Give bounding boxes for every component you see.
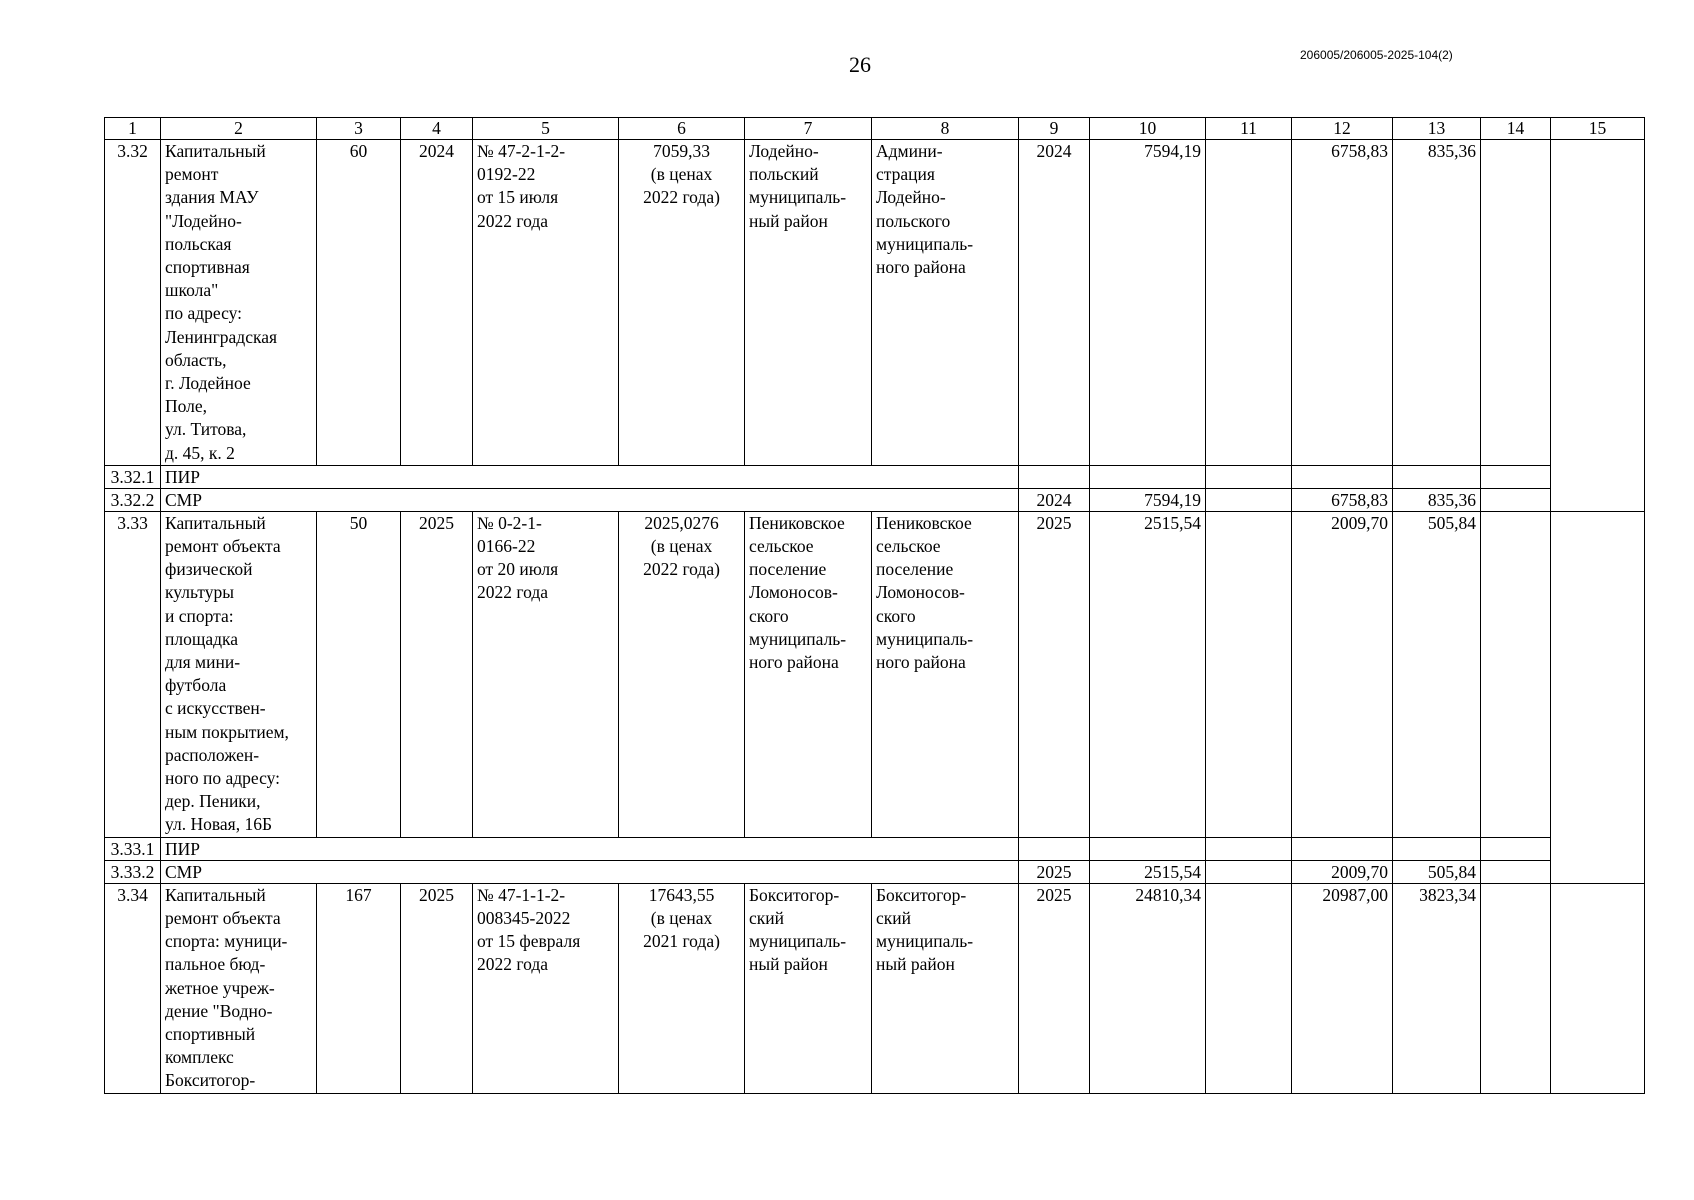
federal-budget — [1206, 465, 1292, 488]
municipality — [745, 511, 872, 837]
estimated-cost-line: 7059,33 — [653, 141, 710, 161]
header-cell: 9 — [1019, 118, 1090, 140]
item-name-line: Капитальный — [165, 512, 266, 533]
item-name-line: школа" — [165, 280, 219, 301]
item-name-line: футбола — [165, 675, 227, 696]
item-name-line: расположен- — [165, 744, 260, 765]
expertise-conclusion-line: 2022 года — [477, 210, 549, 231]
total-amount: 7594,19 — [1090, 140, 1206, 466]
item-number: 3.34 — [105, 883, 161, 1093]
municipality-line: ного района — [749, 652, 839, 673]
estimated-cost-line: 2022 года) — [643, 559, 720, 580]
municipality-line: ский — [749, 907, 784, 928]
regional-budget: 2009,70 — [1292, 860, 1393, 883]
sub-row — [105, 837, 1645, 860]
expertise-conclusion-line: № 47-1-1-2- — [477, 884, 566, 905]
sub-item-label: ПИР — [161, 465, 1019, 488]
municipality-line: польский — [749, 164, 819, 185]
expertise-conclusion — [473, 883, 619, 1093]
customer-line: ского — [876, 605, 916, 626]
financing-year: 2024 — [1019, 488, 1090, 511]
item-name-line: жетное учреж- — [165, 977, 275, 998]
item-name-line: Капитальный — [165, 141, 266, 161]
table-row — [105, 140, 1645, 466]
year: 2025 — [401, 883, 473, 1093]
item-name-line: площадка — [165, 628, 238, 649]
estimated-cost-line: (в ценах — [650, 536, 713, 557]
item-name-line: ремонт объекта — [165, 536, 281, 557]
municipality-line: муниципаль- — [749, 187, 847, 208]
financing-year — [1019, 837, 1090, 860]
other-sources — [1481, 860, 1551, 883]
municipality-line: ный район — [749, 954, 828, 975]
municipality-line: муниципаль- — [749, 628, 847, 649]
estimated-cost-line: 2025,0276 — [644, 512, 719, 533]
header-cell: 6 — [619, 118, 745, 140]
item-name-line: по адресу: — [165, 303, 243, 324]
local-budget: 835,36 — [1393, 488, 1481, 511]
municipality-line: ный район — [749, 210, 828, 231]
item-name-line: и спорта: — [165, 605, 234, 626]
expertise-conclusion — [473, 511, 619, 837]
header-cell: 13 — [1393, 118, 1481, 140]
notes-cell — [1551, 140, 1645, 512]
item-name-line: комплекс — [165, 1047, 234, 1068]
municipality-line: Бокситогор- — [749, 884, 840, 905]
document-id: 206005/206005-2025-104(2) — [1300, 48, 1453, 62]
item-number: 3.33 — [105, 511, 161, 837]
item-name-line: Поле, — [165, 396, 208, 417]
federal-budget — [1206, 883, 1292, 1093]
sub-row — [105, 465, 1645, 488]
item-name — [161, 140, 317, 466]
item-name-line: ремонт объекта — [165, 907, 281, 928]
customer-line: польского — [876, 210, 951, 231]
local-budget: 505,84 — [1393, 860, 1481, 883]
sub-item-number: 3.33.1 — [105, 837, 161, 860]
capacity: 167 — [317, 883, 401, 1093]
regional-budget: 6758,83 — [1292, 140, 1393, 466]
municipality — [745, 140, 872, 466]
data-table — [104, 117, 1645, 1094]
other-sources — [1481, 488, 1551, 511]
item-name-line: дер. Пеники, — [165, 791, 261, 812]
federal-budget — [1206, 860, 1292, 883]
estimated-cost-line: 17643,55 — [648, 884, 715, 905]
municipality-line: поселение — [749, 559, 827, 580]
sub-row — [105, 860, 1645, 883]
table-row — [105, 883, 1645, 1093]
financing-year — [1019, 465, 1090, 488]
item-name-line: с искусствен- — [165, 698, 266, 719]
municipality-line: Пениковское — [749, 512, 845, 533]
header-cell: 4 — [401, 118, 473, 140]
federal-budget — [1206, 140, 1292, 466]
expertise-conclusion-line: № 0-2-1- — [477, 512, 542, 533]
estimated-cost-line: (в ценах — [650, 907, 713, 928]
header-cell: 14 — [1481, 118, 1551, 140]
regional-budget — [1292, 837, 1393, 860]
federal-budget — [1206, 488, 1292, 511]
customer-line: муниципаль- — [876, 931, 974, 952]
other-sources — [1481, 140, 1551, 466]
item-name-line: ул. Новая, 16Б — [165, 814, 272, 835]
regional-budget: 6758,83 — [1292, 488, 1393, 511]
total-amount — [1090, 465, 1206, 488]
header-cell: 15 — [1551, 118, 1645, 140]
expertise-conclusion-line: 0166-22 — [477, 536, 536, 557]
estimated-cost-line: 2021 года) — [643, 931, 720, 952]
sub-item-number: 3.32.2 — [105, 488, 161, 511]
regional-budget: 20987,00 — [1292, 883, 1393, 1093]
customer-line: ного района — [876, 257, 966, 278]
customer-line: Бокситогор- — [876, 884, 967, 905]
item-name-line: Ленинградская — [165, 326, 278, 347]
customer-line: Ломоносов- — [876, 582, 965, 603]
customer — [872, 883, 1019, 1093]
item-name-line: "Лодейно- — [165, 210, 242, 231]
other-sources — [1481, 511, 1551, 837]
capacity: 50 — [317, 511, 401, 837]
customer-line: сельское — [876, 536, 941, 557]
financing-year: 2025 — [1019, 883, 1090, 1093]
header-cell: 8 — [872, 118, 1019, 140]
total-amount: 7594,19 — [1090, 488, 1206, 511]
local-budget — [1393, 837, 1481, 860]
expertise-conclusion-line: от 15 июля — [477, 187, 559, 208]
expertise-conclusion-line: 2022 года — [477, 582, 549, 603]
sub-item-label: ПИР — [161, 837, 1019, 860]
sub-item-label: СМР — [161, 488, 1019, 511]
financing-year: 2024 — [1019, 140, 1090, 466]
item-name-line: спортивный — [165, 1023, 256, 1044]
item-name-line: область, — [165, 349, 227, 370]
item-name-line: ул. Титова, — [165, 419, 247, 440]
capacity: 60 — [317, 140, 401, 466]
estimated-cost — [619, 511, 745, 837]
item-name-line: ным покрытием, — [165, 721, 289, 742]
item-name-line: д. 45, к. 2 — [165, 442, 235, 463]
header-cell: 2 — [161, 118, 317, 140]
item-name-line: дение "Водно- — [165, 1000, 273, 1021]
year: 2024 — [401, 140, 473, 466]
expertise-conclusion-line: № 47-2-1-2- — [477, 141, 566, 161]
item-name-line: здания МАУ — [165, 187, 259, 208]
customer — [872, 511, 1019, 837]
item-name-line: культуры — [165, 582, 234, 603]
header-cell: 3 — [317, 118, 401, 140]
municipality-line: Лодейно- — [749, 141, 819, 161]
customer-line: ного района — [876, 652, 966, 673]
expertise-conclusion — [473, 140, 619, 466]
header-row — [105, 118, 1645, 140]
notes-cell — [1551, 883, 1645, 1093]
estimated-cost-line: (в ценах — [650, 164, 713, 185]
estimated-cost-line: 2022 года) — [643, 187, 720, 208]
customer-line: страция — [876, 164, 935, 185]
item-name-line: для мини- — [165, 652, 241, 673]
item-name-line: спорта: муници- — [165, 931, 288, 952]
sub-item-number: 3.33.2 — [105, 860, 161, 883]
customer-line: Лодейно- — [876, 187, 946, 208]
header-cell: 7 — [745, 118, 872, 140]
item-name-line: физической — [165, 559, 253, 580]
customer-line: поселение — [876, 559, 954, 580]
item-name-line: ремонт — [165, 164, 219, 185]
customer-line: муниципаль- — [876, 628, 974, 649]
total-amount: 2515,54 — [1090, 860, 1206, 883]
header-cell: 10 — [1090, 118, 1206, 140]
item-name — [161, 883, 317, 1093]
customer-line: Админи- — [876, 141, 943, 161]
estimated-cost — [619, 140, 745, 466]
local-budget: 3823,34 — [1393, 883, 1481, 1093]
sub-item-number: 3.32.1 — [105, 465, 161, 488]
federal-budget — [1206, 837, 1292, 860]
header-cell: 1 — [105, 118, 161, 140]
other-sources — [1481, 837, 1551, 860]
financing-year: 2025 — [1019, 511, 1090, 837]
expertise-conclusion-line: от 15 февраля — [477, 931, 581, 952]
local-budget: 835,36 — [1393, 140, 1481, 466]
customer-line: Пениковское — [876, 512, 972, 533]
total-amount: 2515,54 — [1090, 511, 1206, 837]
municipality-line: ского — [749, 605, 789, 626]
local-budget: 505,84 — [1393, 511, 1481, 837]
item-name-line: Бокситогор- — [165, 1070, 256, 1091]
other-sources — [1481, 883, 1551, 1093]
customer-line: ский — [876, 907, 911, 928]
municipality-line: Ломоносов- — [749, 582, 838, 603]
customer-line: муниципаль- — [876, 233, 974, 254]
page-number: 26 — [849, 52, 871, 77]
financing-year: 2025 — [1019, 860, 1090, 883]
estimated-cost — [619, 883, 745, 1093]
header-cell: 5 — [473, 118, 619, 140]
municipality-line: сельское — [749, 536, 814, 557]
sub-item-label: СМР — [161, 860, 1019, 883]
municipality-line: муниципаль- — [749, 931, 847, 952]
sub-row — [105, 488, 1645, 511]
header-cell: 12 — [1292, 118, 1393, 140]
item-name-line: польская — [165, 233, 232, 254]
item-name-line: ного по адресу: — [165, 768, 281, 789]
federal-budget — [1206, 511, 1292, 837]
regional-budget: 2009,70 — [1292, 511, 1393, 837]
municipality — [745, 883, 872, 1093]
customer — [872, 140, 1019, 466]
expertise-conclusion-line: 0192-22 — [477, 164, 536, 185]
expertise-conclusion-line: 2022 года — [477, 954, 549, 975]
item-name — [161, 511, 317, 837]
total-amount: 24810,34 — [1090, 883, 1206, 1093]
item-name-line: Капитальный — [165, 884, 266, 905]
expertise-conclusion-line: 008345-2022 — [477, 907, 571, 928]
item-name-line: спортивная — [165, 257, 250, 278]
regional-budget — [1292, 465, 1393, 488]
notes-cell — [1551, 511, 1645, 883]
header-cell: 11 — [1206, 118, 1292, 140]
item-number: 3.32 — [105, 140, 161, 466]
expertise-conclusion-line: от 20 июля — [477, 559, 559, 580]
customer-line: ный район — [876, 954, 955, 975]
item-name-line: пальное бюд- — [165, 954, 266, 975]
table-row — [105, 511, 1645, 837]
item-name-line: г. Лодейное — [165, 373, 251, 394]
local-budget — [1393, 465, 1481, 488]
year: 2025 — [401, 511, 473, 837]
total-amount — [1090, 837, 1206, 860]
other-sources — [1481, 465, 1551, 488]
